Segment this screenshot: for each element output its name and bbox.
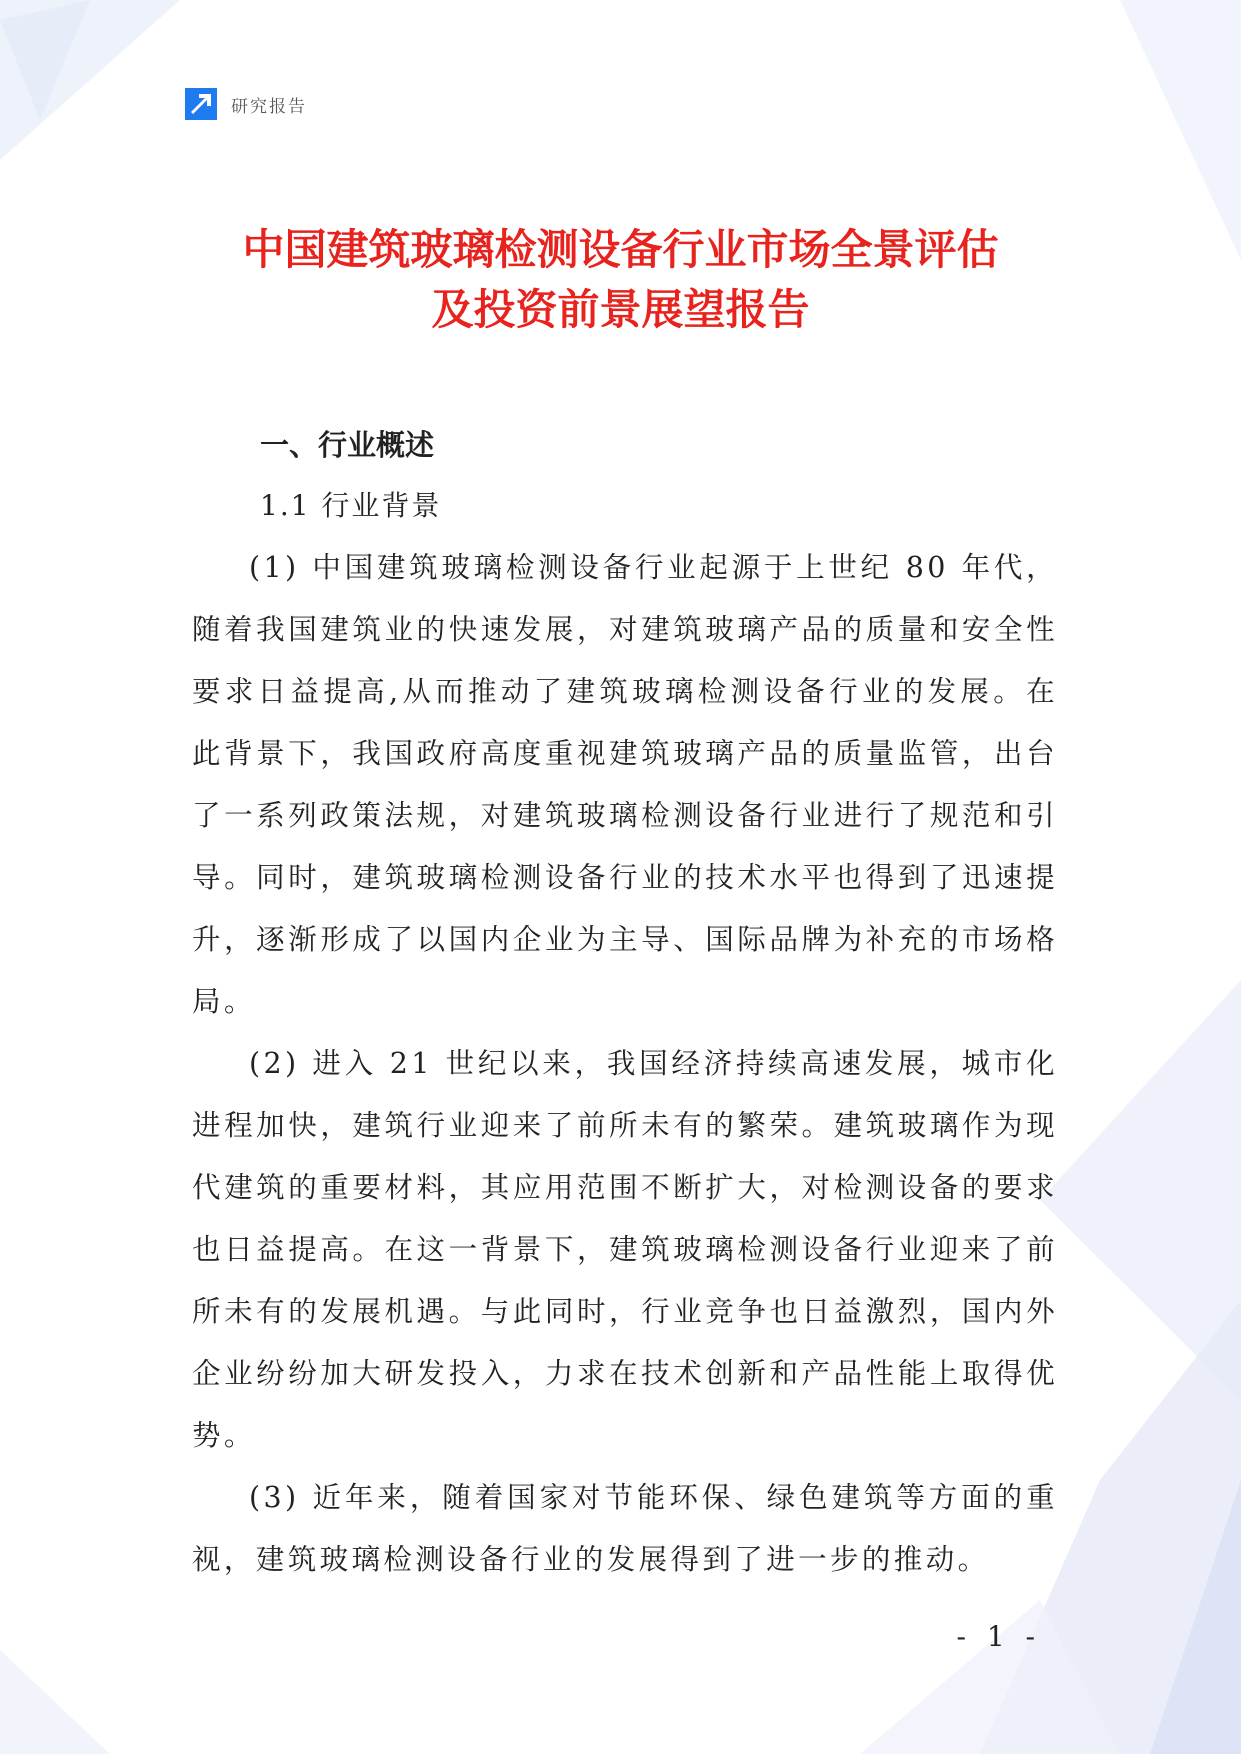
title-line-2: 及投资前景展望报告 — [431, 285, 810, 334]
report-body — [192, 415, 1058, 1591]
document-title — [0, 220, 1241, 340]
arrow-up-right-icon — [185, 88, 217, 120]
paragraph-2: (2) 进入 21 世纪以来，我国经济持续高速发展，城市化进程加快，建筑行业迎来了前所未有的繁荣。建筑玻璃作为现代建筑的重要材料，其应用范围不断扩大，对检测设备的要求也日益提高。在这一背景下，建筑玻璃检测设备行业迎来了前所未有的发展机遇。与此同时，行业竞争也日益激烈，国内外企业纷纷加大研发投入，力求在技术创新和产品性能上取得优势。 — [192, 1047, 1058, 1452]
title-line-1: 中国建筑玻璃检测设备行业市场全景评估 — [242, 225, 999, 274]
section-heading: 一、行业概述 — [260, 428, 435, 462]
section-subheading: 1.1 行业背景 — [260, 489, 442, 522]
page-number: - 1 - — [956, 1620, 1041, 1653]
brand-label: 研究报告 — [231, 96, 307, 117]
paragraph-3: (3) 近年来，随着国家对节能环保、绿色建筑等方面的重视，建筑玻璃检测设备行业的发展得到了进一步的推动。 — [192, 1481, 1058, 1576]
paragraph-1: (1) 中国建筑玻璃检测设备行业起源于上世纪 80 年代，随着我国建筑业的快速发展，对建筑玻璃产品的质量和安全性要求日益提高,从而推动了建筑玻璃检测设备行业的发展。在此背景下，我国政府高度重视建筑玻璃产品的质量监管，出台了一系列政策法规，对建筑玻璃检测设备行业进行了规范和引导。同时，建筑玻璃检测设备行业的技术水平也得到了迅速提升，逐渐形成了以国内企业为主导、国际品牌为补充的市场格局。 — [192, 551, 1058, 1018]
report-header — [185, 88, 307, 120]
